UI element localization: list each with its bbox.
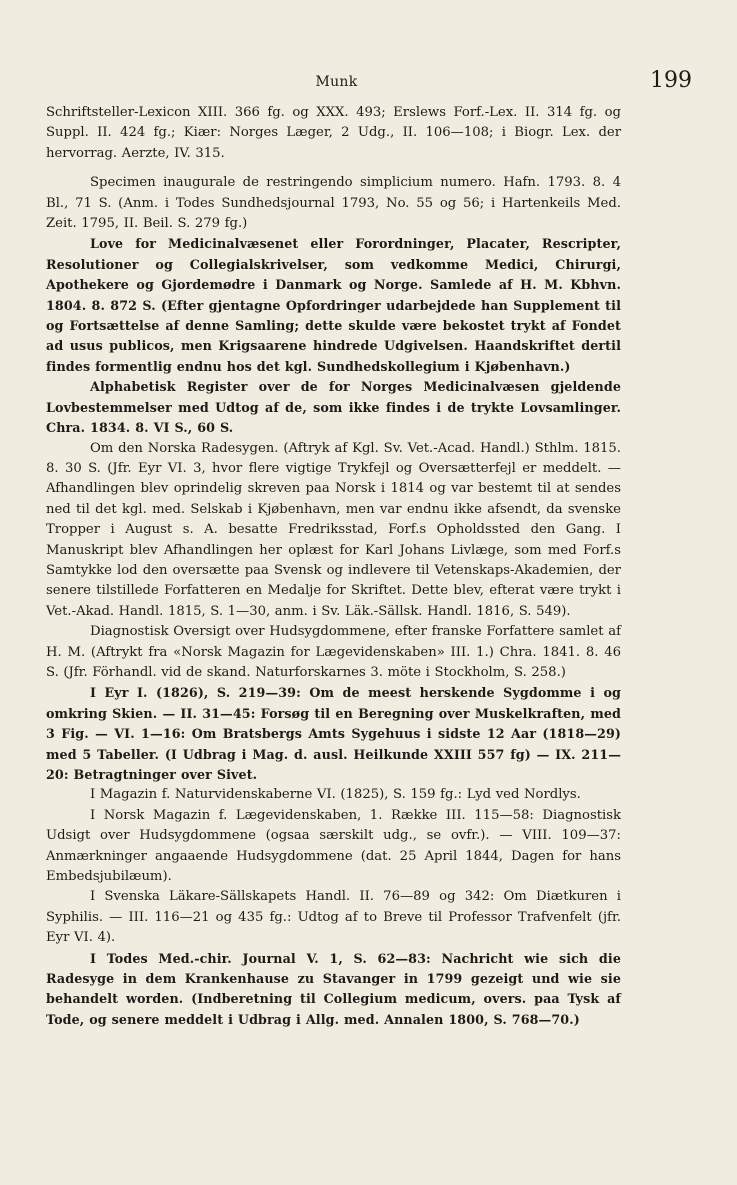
paragraph-todes-journal: I Todes Med.-chir. Journal V. 1, S. 62—83: Nachricht wie sich die Radesyge in dem Krankenhause zu Stavanger in 1799 gezeigt und wie sie behandelt worden. (Indberetning til Collegium medicum, overs. paa Tysk af Tode, og senere meddelt i Udbrag i Allg. med. Annalen 1800, S. 768—70.) [46, 950, 621, 1027]
paragraph-bibliography: Schriftsteller-Lexicon XIII. 366 fg. og XXX. 493; Erslews Forf.-Lex. II. 314 fg. og Suppl. II. 424 fg.; Kiær: Norges Læger, 2 Udg., II. 106—108; i Biogr. Lex. der hervorrag. Aerzte, IV. 315. [46, 105, 621, 161]
page-number: 199 [650, 68, 692, 93]
page-header [46, 66, 692, 96]
page-body [46, 103, 621, 1030]
paragraph-norsk-magazin: I Norsk Magazin f. Lægevidenskaben, 1. Række III. 115—58: Diagnostisk Udsigt over Hudsygdommene (ogsaa særskilt udg., se ovfr.). — VIII. 109—37: Anmærkninger angaaende Hudsygdommene (dat. 25 April 1844, Dagen for hans Embedsjubilæum). [46, 807, 621, 885]
paragraph-alphabetisk-register: Alphabetisk Register over de for Norges Medicinalvæsen gjeldende Lovbestemmelser med Udtog af de, som ikke findes i de trykte Lovsamlinger. Chra. 1834. 8. VI S., 60 S. [46, 379, 621, 436]
paragraph-norska-radesygen: Om den Norska Radesygen. (Aftryk af Kgl. Sv. Vet.-Acad. Handl.) Sthlm. 1815. 8. 30 S. (Jfr. Eyr VI. 3, hvor flere vigtige Trykfejl og Oversætterfejl er meddelt. — Afhandlingen blev oprindelig skreven paa Norsk i 1814 og var bestemt til at sendes ned til det kgl. med. Selskab i Kjøbenhavn, men var endnu ikke afsendt, da svenske Tropper i August s. A. besatte Fredriksstad, Forf.s Opholdssted den Gang. I Manuskript blev Afhandlingen her oplæst for Karl Johans Livlæge, som med Forf.s Samtykke lod den oversætte paa Svensk og indlevere til Vetenskaps-Akademien, der senere tilstillede Forfatteren en Medalje for Skriftet. Dette blev, efterat være trykt i Vet.-Akad. Handl. 1815, S. 1—30, anm. i Sv. Läk.-Sällsk. Handl. 1816, S. 549). [46, 440, 621, 619]
running-head: Munk [315, 74, 358, 90]
paragraph-love-for-medicinalvaesenet: Love for Medicinalvæsenet eller Forordninger, Placater, Rescripter, Resolutioner og Collegialskrivelser, som vedkomme Medici, Chirurgi, Apothekere og Gjordemødre i Danmark og Norge. Samlede af H. M. Kbhvn. 1804. 8. 872 S. (Efter gjentagne Opfordringer udarbejdede han Supplement til og Fortsættelse af denne Samling; dette skulde være bekostet trykt af Fondet ad usus publicos, men Krigsaarene hindrede Udgivelsen. Haandskriftet dertil findes formentlig endnu hos det kgl. Sundhedskollegium i Kjøbenhavn.) [46, 236, 621, 374]
paragraph-diagnostisk-oversigt: Diagnostisk Oversigt over Hudsygdommene, efter franske Forfattere samlet af H. M. (Aftrykt fra «Norsk Magazin for Lægevidenskaben» III. 1.) Chra. 1841. 8. 46 S. (Jfr. Förhandl. vid de skand. Naturforskarnes 3. möte i Stockholm, S. 258.) [46, 624, 621, 680]
paragraph-specimen-inaugurale: Specimen inaugurale de restringendo simplicium numero. Hafn. 1793. 8. 4 Bl., 71 S. (Anm. i Todes Sundhedsjournal 1793, No. 55 og 56; i Hartenkeils Med. Zeit. 1795, II. Beil. S. 279 fg.) [46, 175, 621, 232]
paragraph-svenska-lakare: I Svenska Läkare-Sällskapets Handl. II. 76—89 og 342: Om Diætkuren i Syphilis. — III. 116—21 og 435 fg.: Udtog af to Breve til Professor Trafvenfelt (jfr. Eyr VI. 4). [46, 889, 621, 946]
paragraph-i-eyr: I Eyr I. (1826), S. 219—39: Om de meest herskende Sygdomme i og omkring Skien. — II. 31—45: Forsøg til en Beregning over Muskelkraften, med 3 Fig. — VI. 1—16: Om Bratsbergs Amts Sygehuus i sidste 12 Aar (1818—29) med 5 Tabeller. (I Udbrag i Mag. d. ausl. Heilkunde XXIII 557 fg) — IX. 211—20: Betragtninger over Sivet. [46, 685, 621, 782]
paragraph-magazin-naturvidenskaberne: I Magazin f. Naturvidenskaberne VI. (1825), S. 159 fg.: Lyd ved Nordlys. [90, 787, 581, 803]
